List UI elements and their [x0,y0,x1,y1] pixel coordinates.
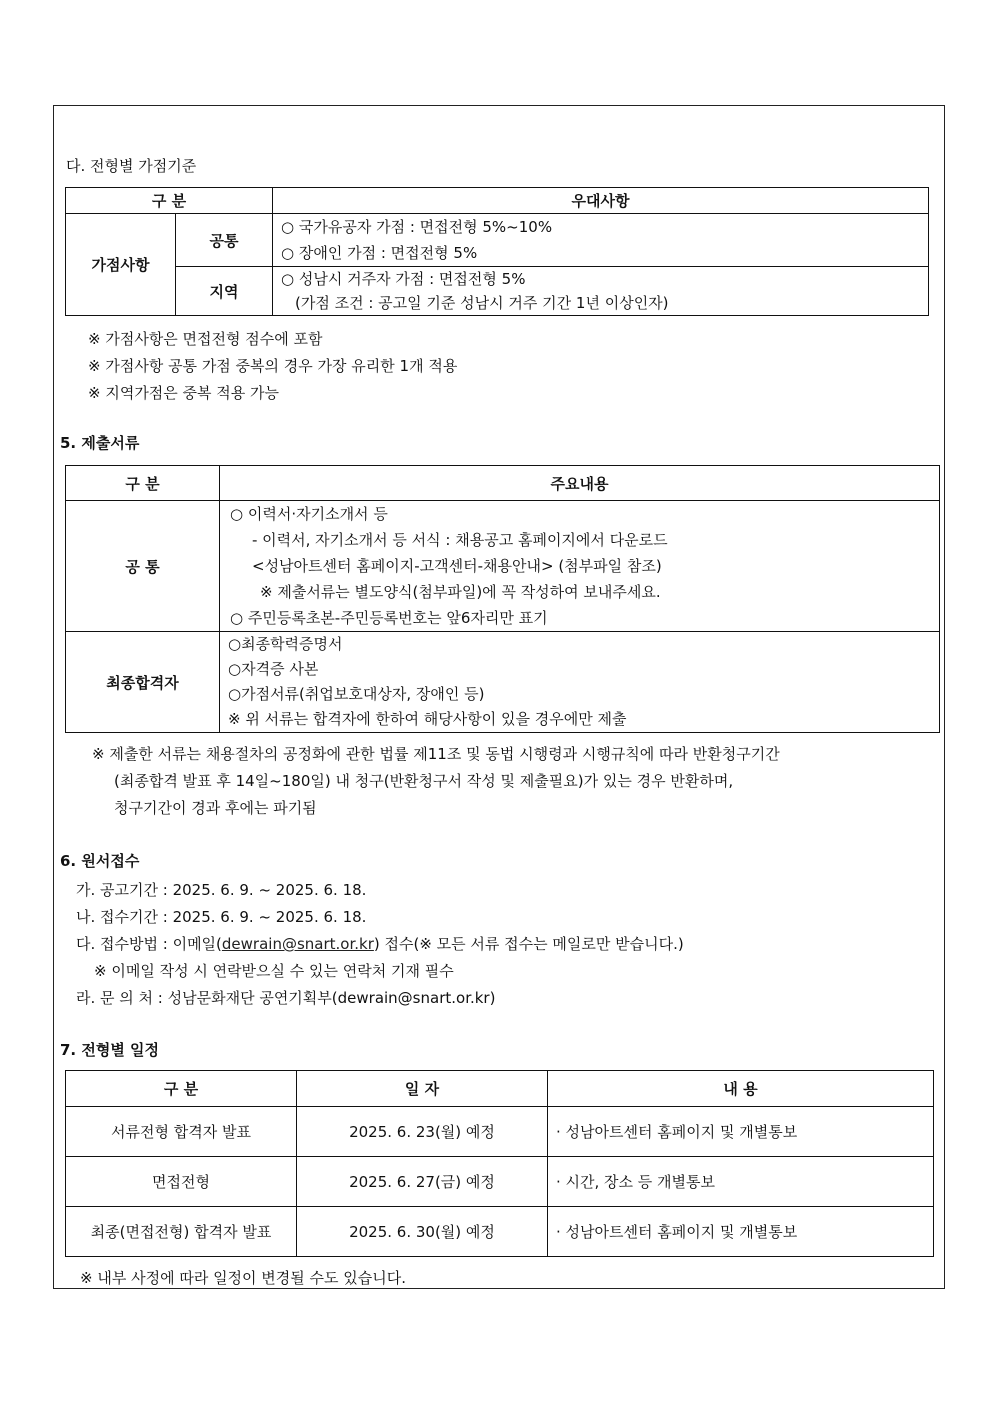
section7-title: 7. 전형별 일정 [60,1041,160,1059]
region-bonus-cell [273,267,929,316]
sub-label-region: 지역 [176,267,273,316]
note-line: ※ 가점사항은 면접전형 점수에 포함 [88,330,323,348]
info-line: ※ 이메일 작성 시 연락받으실 수 있는 연락처 기재 필수 [94,962,454,980]
info-line: 가. 공고기간 : 2025. 6. 9. ~ 2025. 6. 18. [76,881,367,899]
schedule-stage: 서류전형 합격자 발표 [66,1107,297,1157]
header-date: 일 자 [297,1071,548,1107]
doc-line: ○자격증 사본 [228,660,319,678]
bonus-line: ○ 성남시 거주자 가점 : 면접전형 5% [281,270,526,288]
row-label-bonus: 가점사항 [66,214,176,316]
header-category: 구 분 [66,466,220,501]
table-row [66,1207,934,1257]
note-line: ※ 가점사항 공통 가점 중복의 경우 가장 유리한 1개 적용 [88,357,458,375]
doc-line: ○최종학력증명서 [228,635,343,653]
final-label: 최종합격자 [66,632,220,733]
schedule-note: ※ 내부 사정에 따라 일정이 변경될 수도 있습니다. [80,1269,407,1287]
header-category: 구 분 [66,188,273,214]
note-line: ※ 지역가점은 중복 적용 가능 [88,384,280,402]
common-bonus-cell [273,214,929,267]
final-docs-cell [220,632,940,733]
common-label: 공 통 [66,501,220,632]
note-line: ※ 제출한 서류는 채용절차의 공정화에 관한 법률 제11조 및 동법 시행령과 시행규칙에 따라 반환청구기간 [92,745,780,763]
info-line: 나. 접수기간 : 2025. 6. 9. ~ 2025. 6. 18. [76,908,367,926]
schedule-date: 2025. 6. 27(금) 예정 [297,1157,548,1207]
header-preference: 우대사항 [273,188,929,214]
schedule-stage: 면접전형 [66,1157,297,1207]
note-line: (최종합격 발표 후 14일~180일) 내 청구(반환청구서 작성 및 제출필요)가 있는 경우 반환하며, [114,772,734,790]
header-category: 구 분 [66,1071,297,1107]
info-line: 라. 문 의 처 : 성남문화재단 공연기획부(dewrain@snart.or.kr) [76,989,496,1007]
bonus-line: (가점 조건 : 공고일 기준 성남시 거주 기간 1년 이상인자) [295,294,669,312]
section-da-title: 다. 전형별 가점기준 [66,157,197,175]
header-content: 주요내용 [220,466,940,501]
info-text: ) 접수(※ 모든 서류 접수는 메일로만 받습니다.) [373,935,684,953]
bonus-line: ○ 국가유공자 가점 : 면접전형 5%~10% [281,218,553,236]
schedule-content: · 시간, 장소 등 개별통보 [548,1157,934,1207]
bonus-line: ○ 장애인 가점 : 면접전형 5% [281,244,478,262]
section6-title: 6. 원서접수 [60,852,140,870]
note-line: 청구기간이 경과 후에는 파기됨 [114,799,317,817]
schedule-date: 2025. 6. 23(월) 예정 [297,1107,548,1157]
schedule-stage: 최종(면접전형) 합격자 발표 [66,1207,297,1257]
doc-line: ※ 위 서류는 합격자에 한하여 해당사항이 있을 경우에만 제출 [228,710,627,728]
documents-table [65,465,940,733]
sub-label-common: 공통 [176,214,273,267]
info-text: 다. 접수방법 : 이메일( [76,935,222,953]
doc-line: <성남아트센터 홈페이지-고객센터-채용안내> (첨부파일 참조) [252,557,662,575]
email-link[interactable]: dewrain@snart.or.kr [221,935,374,953]
doc-line: ○ 이력서·자기소개서 등 [230,505,388,523]
doc-line: ※ 제출서류는 별도양식(첨부파일)에 꼭 작성하여 보내주세요. [260,583,661,601]
section5-title: 5. 제출서류 [60,434,140,452]
schedule-date: 2025. 6. 30(월) 예정 [297,1207,548,1257]
info-line [76,931,684,958]
doc-line: ○가점서류(취업보호대상자, 장애인 등) [228,685,485,703]
table-row [66,1107,934,1157]
documents-note [92,741,780,822]
bonus-criteria-table [65,187,929,316]
application-info [76,877,684,1012]
doc-line: - 이력서, 자기소개서 등 서식 : 채용공고 홈페이지에서 다운로드 [252,531,668,549]
common-docs-cell [220,501,940,632]
schedule-content: · 성남아트센터 홈페이지 및 개별통보 [548,1207,934,1257]
schedule-content: · 성남아트센터 홈페이지 및 개별통보 [548,1107,934,1157]
bonus-notes [88,326,457,407]
doc-line: ○ 주민등록초본-주민등록번호는 앞6자리만 표기 [230,609,548,627]
table-row [66,1157,934,1207]
header-content: 내 용 [548,1071,934,1107]
schedule-table [65,1070,934,1257]
